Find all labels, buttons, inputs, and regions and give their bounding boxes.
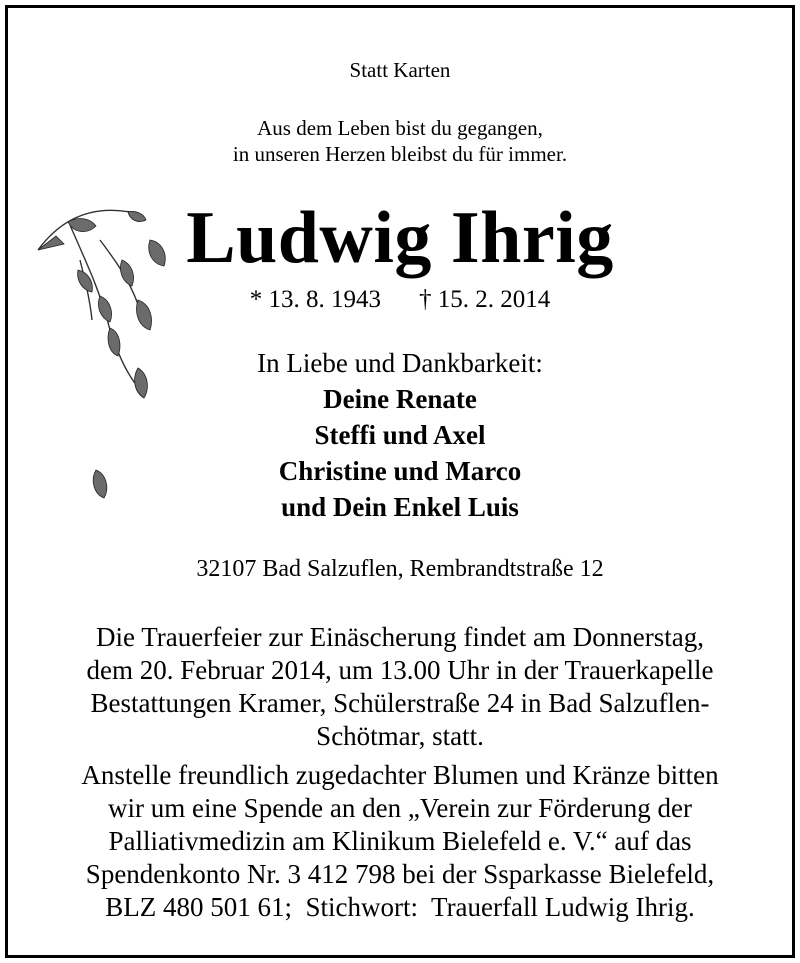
mourner-3: Christine und Marco [278,456,522,486]
donation-line-3: Palliativmedizin am Klinikum Bielefeld e. V.“ auf das [108,826,692,856]
dedication-line: In Liebe und Dankbarkeit: [257,348,543,378]
ceremony-line-1: Die Trauerfeier zur Einäscherung findet am Donnerstag, [95,622,705,652]
mourner-2: Steffi und Axel [314,420,486,450]
death-date: † 15. 2. 2014 [419,286,551,313]
header-statt-karten: Statt Karten [349,58,451,82]
family-address: 32107 Bad Salzuflen, Rembrandtstraße 12 [196,556,604,582]
verse-line-1: Aus dem Leben bist du gegangen, [257,116,543,140]
birth-date: * 13. 8. 1943 [249,286,381,313]
ceremony-line-4: Schötmar, statt. [316,721,484,751]
life-dates [0,286,800,314]
donation-line-2: wir um eine Spende an den „Verein zur Förderung der [107,793,693,823]
donation-line-1: Anstelle freundlich zugedachter Blumen und Kränze bitten [81,760,719,790]
donation-line-5: BLZ 480 501 61; Stichwort: Trauerfall Ludwig Ihrig. [105,892,695,922]
donation-line-4: Spendenkonto Nr. 3 412 798 bei der Ssparkasse Bielefeld, [85,859,715,889]
verse-line-2: in unseren Herzen bleibst du für immer. [232,142,568,166]
ceremony-line-3: Bestattungen Kramer, Schülerstraße 24 in Bad Salzuflen- [90,688,710,718]
deceased-name: Ludwig Ihrig [186,197,614,279]
mourner-1: Deine Renate [323,384,477,414]
ceremony-line-2: dem 20. Februar 2014, um 13.00 Uhr in der Trauerkapelle [86,655,714,685]
mourner-4: und Dein Enkel Luis [281,492,519,522]
